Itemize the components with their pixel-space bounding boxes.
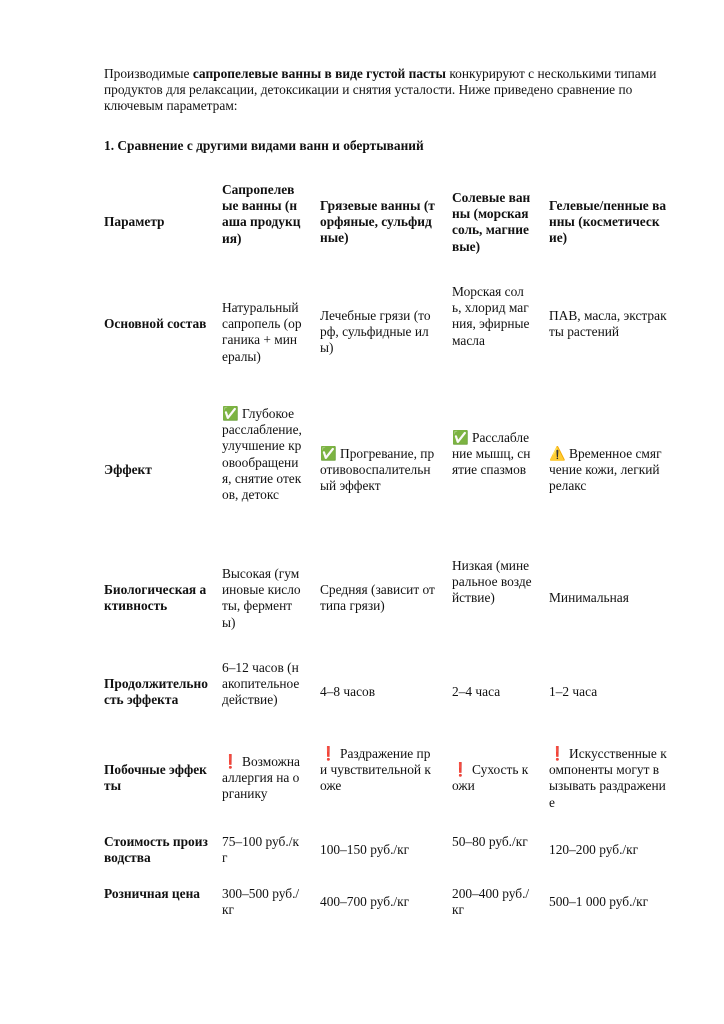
row-label-side-effects: Побочные эффекты <box>104 762 207 794</box>
cell-effect-salt: ✅ Расслабление мышц, снятие спазмов <box>452 430 531 478</box>
cell-bio-sapropel: Высокая (гуминовые кислоты, ферменты) <box>222 566 301 630</box>
cell-price-salt: 200–400 руб./кг <box>452 886 530 918</box>
row-label-production-cost: Стоимость производства <box>104 834 208 866</box>
cell-cost-salt: 50–80 руб./кг <box>452 834 528 849</box>
header-gel: Гелевые/пенные ванны (косметические) <box>549 198 667 246</box>
row-label-duration: Продолжительность эффекта <box>104 676 208 708</box>
row-label-retail-price: Розничная цена <box>104 886 200 901</box>
row-label-bio-activity: Биологическая активность <box>104 582 207 614</box>
cell-side-mud: ❗ Раздражение при чувствительной коже <box>320 746 431 794</box>
cell-price-sapropel: 300–500 руб./кг <box>222 886 300 918</box>
intro-text-end: конкурируют с несколькими типами продуктов для релаксации, детоксикации и снятия усталости. Ниже приведено сравнение по ключевым параметрам: <box>104 66 657 114</box>
intro-bold-product: сапропелевые ванны в виде густой пасты <box>192 66 446 81</box>
cell-side-gel: ❗ Искусственные компоненты могут вызывать раздражение <box>549 746 667 810</box>
cell-cost-gel: 120–200 руб./кг <box>549 842 639 857</box>
cell-side-salt: ❗ Сухость кожи <box>452 762 529 794</box>
row-label-composition: Основной состав <box>104 316 207 331</box>
cell-composition-mud: Лечебные грязи (торф, сульфидные илы) <box>320 308 431 356</box>
cell-duration-salt: 2–4 часа <box>452 684 501 699</box>
header-mud: Грязевые ванны (торфяные, сульфидные) <box>320 198 435 246</box>
row-label-effect: Эффект <box>104 462 152 477</box>
cell-composition-salt: Морская соль, хлорид магния, эфирные масла <box>452 284 530 348</box>
cell-duration-gel: 1–2 часа <box>549 684 598 699</box>
cell-cost-sapropel: 75–100 руб./кг <box>222 834 299 866</box>
header-param: Параметр <box>104 214 165 229</box>
cell-price-mud: 400–700 руб./кг <box>320 894 410 909</box>
cell-effect-gel: ⚠️ Временное смягчение кожи, легкий релакс <box>549 446 662 494</box>
intro-paragraph <box>104 66 664 115</box>
header-salt: Солевые ванны (морская соль, магниевые) <box>452 190 531 254</box>
cell-composition-sapropel: Натуральный сапропель (органика + минералы) <box>222 300 302 364</box>
cell-effect-mud: ✅ Прогревание, противовоспалительный эффект <box>320 446 435 494</box>
cell-composition-gel: ПАВ, масла, экстракты растений <box>549 308 667 340</box>
cell-side-sapropel: ❗ Возможна аллергия на органику <box>222 754 300 802</box>
cell-duration-sapropel: 6–12 часов (накопительное действие) <box>222 660 300 708</box>
section-title: 1. Сравнение с другими видами ванн и обертываний <box>104 138 424 153</box>
cell-bio-gel: Минимальная <box>549 590 629 605</box>
cell-price-gel: 500–1 000 руб./кг <box>549 894 649 909</box>
cell-duration-mud: 4–8 часов <box>320 684 376 699</box>
cell-effect-sapropel: ✅ Глубокое расслабление, улучшение кровообращения, снятие отеков, детокс <box>222 406 302 503</box>
header-sapropel: Сапропелевые ванны (наша продукция) <box>222 182 301 246</box>
cell-cost-mud: 100–150 руб./кг <box>320 842 410 857</box>
cell-bio-salt: Низкая (минеральное воздействие) <box>452 558 532 606</box>
intro-text-start: Производимые <box>104 66 193 81</box>
cell-bio-mud: Средняя (зависит от типа грязи) <box>320 582 435 614</box>
